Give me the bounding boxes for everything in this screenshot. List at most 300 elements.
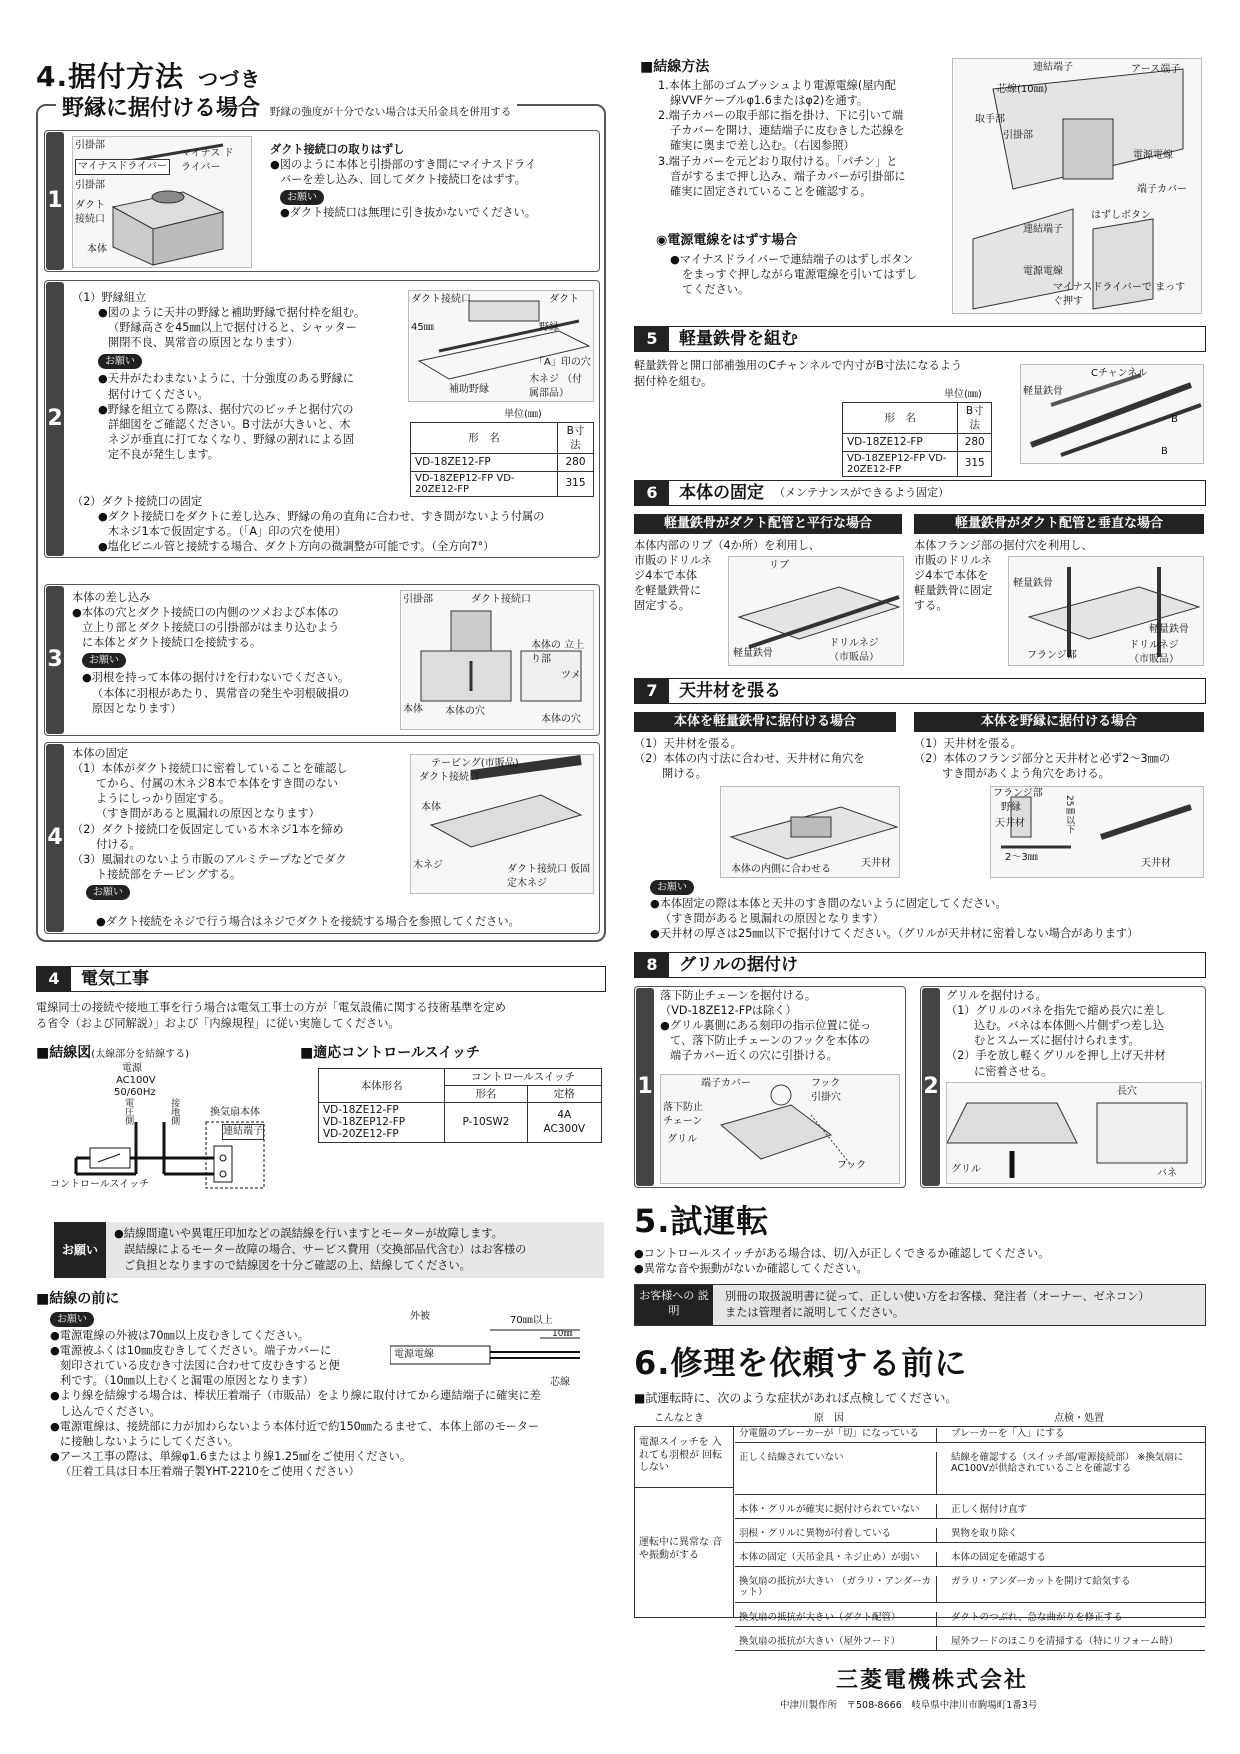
text-line: ト接続部をテーピングする。 xyxy=(96,867,242,881)
case-bar: 軽量鉄骨がダクト配管と平行な場合 xyxy=(634,514,902,534)
text-line: 確実に奥まで差し込む。（右図参照） xyxy=(670,139,855,153)
case-bar: 本体を軽量鉄骨に据付ける場合 xyxy=(634,712,896,732)
onegai-badge: お願い xyxy=(50,1312,94,1327)
ceiling-left-text xyxy=(634,736,906,781)
table-cell: P-10SW2 xyxy=(445,1103,527,1142)
fig-label: 落下防止 チェーン xyxy=(663,1102,703,1127)
fig-label: フランジ部 xyxy=(1027,650,1077,661)
fig-label: 取手部 xyxy=(975,114,1005,125)
text-line: （すき間があると風漏れの原因となります） xyxy=(660,912,884,926)
fig-label: ダクト xyxy=(549,294,579,305)
fig-label: 天井材 xyxy=(995,818,1025,829)
step1-text xyxy=(270,142,590,220)
divider xyxy=(733,1427,734,1617)
fig-label: 25㎜以下 xyxy=(1064,795,1075,834)
text-line: グリルを据付ける。 xyxy=(946,989,1047,1002)
fig-label: 本体 xyxy=(403,704,423,715)
onegai-badge: お願い xyxy=(280,190,324,205)
section-title: 電気工事 xyxy=(81,968,149,989)
text-line: 線VVFケーブルφ1.6またはφ2)を通す。 xyxy=(670,94,869,108)
text-line: 子カバーを開け、連結端子に皮むきした芯線を xyxy=(670,124,905,138)
text-line: ●図のように天井の野縁と補助野縁で据付枠を組む。 xyxy=(98,306,366,320)
text-line: ●グリル裏側にある刻印の指示位置に従っ xyxy=(660,1019,872,1033)
text-line: （VD-18ZE12-FPは除く） xyxy=(660,1004,797,1018)
fix-cell: 屋外フードのほこりを清掃する（特にリフォーム時） xyxy=(951,1636,1179,1647)
column-header: こんなとき xyxy=(654,1413,704,1424)
table-header: 形 名 xyxy=(843,403,958,434)
fix-cell: ダクトのつぶれ、急な曲がりを修正する xyxy=(951,1612,1123,1623)
fig-label: リブ xyxy=(769,560,789,571)
text-line: （2）本体のフランジ部分と天井材と必ず2〜3㎜の xyxy=(914,752,1171,766)
test-run-title: 5.試運転 xyxy=(634,1202,770,1240)
text-line: ●アース工事の際は、単線φ1.6またはより線1.25㎟をご使用ください。 xyxy=(50,1449,412,1463)
text-line: てから、付属の木ネジ8本で本体をすき間のない xyxy=(96,777,339,791)
table-cell: 4A xyxy=(557,1109,572,1122)
fig-label: 本体の 立上り部 xyxy=(531,640,585,665)
divider xyxy=(635,1487,733,1488)
noen-frame-figure xyxy=(408,290,594,402)
text-line: （1）本体がダクト接続口に密着していることを確認し xyxy=(72,762,348,776)
section-num: 7 xyxy=(635,679,669,703)
fig-label: 芯線(10㎜) xyxy=(997,84,1048,95)
remove-text xyxy=(670,252,950,297)
remove-heading: ◉電源電線をはずす場合 xyxy=(656,233,798,248)
fig-label: グリル xyxy=(951,1164,981,1175)
step2-text xyxy=(72,290,402,462)
fig-label: 軽量鉄骨 xyxy=(733,648,773,659)
text-line: 本体の差し込み xyxy=(72,591,151,604)
text-line: （1）グリルのバネを指先で縮め長穴に差し xyxy=(946,1004,1166,1018)
text-line: 開ける。 xyxy=(662,767,707,781)
channel-figure xyxy=(1020,364,1204,464)
section-note: （メンテナンスができるよう固定） xyxy=(774,485,950,499)
title-text: 4.据付方法 xyxy=(36,60,185,93)
text-line: ネジが垂直に打てなくなり、野縁の割れによる固 xyxy=(108,432,355,446)
text-line: ジ4本で本体を xyxy=(914,569,989,583)
text-line: 市販のドリルネ xyxy=(914,554,992,568)
fig-label: 45㎜ xyxy=(411,322,434,333)
fig-label: 天井材 xyxy=(861,858,891,869)
b-dimension-table xyxy=(410,422,594,497)
step1-head: ダクト接続口の取りはずし xyxy=(270,143,405,156)
fig-label: 電源 xyxy=(122,1063,142,1074)
text-line: ●ダクト接続口をダクトに差し込み、野縁の角の直角に合わせ、すき間がないよう付属の xyxy=(98,510,545,524)
table-cell: VD-18ZE12-FP xyxy=(411,454,558,471)
table-cell: VD-18ZEP12-FP VD-20ZE12-FP xyxy=(411,471,558,496)
text-line: （1）野縁組立 xyxy=(72,291,147,304)
cause-cell: 分電盤のブレーカーが「切」になっている xyxy=(737,1428,937,1442)
fig-label: 接地側 xyxy=(169,1098,180,1125)
chain-figure xyxy=(660,1074,900,1184)
fig-label: バネ xyxy=(1157,1168,1177,1179)
fig-label: テーピング(市販品) xyxy=(431,758,519,769)
fig-label: 野縁 xyxy=(1001,802,1021,813)
text-line: 別冊の取扱説明書に従って、正しい使い方をお客様、発注者（オーナー、ゼネコン） xyxy=(725,1290,1150,1303)
text-line: ●異常な音や振動がないか確認してください。 xyxy=(634,1262,868,1276)
case-bar: 軽量鉄骨がダクト配管と垂直な場合 xyxy=(914,514,1204,534)
text-line: 確実に固定されていることを確認する。 xyxy=(670,184,872,198)
text-line: に本体とダクト接続口を接続する。 xyxy=(82,636,262,650)
cause-cell: 正しく結線されていない xyxy=(737,1452,937,1494)
fig-label: 引掛部 xyxy=(75,140,105,151)
fig-label: 軽量鉄骨 xyxy=(1023,386,1063,397)
table-cell: 315 xyxy=(557,471,593,496)
step-number: 2 xyxy=(922,988,940,1186)
fix-cell: ブレーカーを「入」にする xyxy=(951,1428,1065,1439)
fig-label: 木ネジ （付属部品） xyxy=(529,374,583,399)
fig-label: 本体の穴 xyxy=(445,706,485,717)
step3-text xyxy=(72,590,392,716)
text-line: 音がするまで押し込み、端子カバーが引掛部に xyxy=(670,169,906,183)
section-bar-5 xyxy=(634,326,1206,352)
text-line: 固定する。 xyxy=(634,599,690,613)
symptom-label: 運転中に異常な 音や振動がする xyxy=(639,1537,723,1561)
table-row xyxy=(735,1575,1205,1603)
text-line: 原因となります） xyxy=(92,701,182,715)
section-title: グリルの据付け xyxy=(679,954,798,975)
text-line: 誤結線によるモーター故障の場合、サービス費用（交換部品代含む）はお客様の xyxy=(124,1243,527,1256)
fig-label: 2〜3㎜ xyxy=(1005,852,1038,863)
text-line: 3.端子カバーを元どおり取付ける。「パチン」と xyxy=(658,154,898,168)
table-row xyxy=(735,1611,1205,1627)
text-line: 詳細図をご確認ください。B寸法が大きいと、木 xyxy=(108,417,351,431)
text-line: 開閉不良、異常音の原因となります） xyxy=(108,336,299,350)
text-line: または管理者に説明してください。 xyxy=(725,1306,905,1319)
table-cell: VD-18ZE12-FP xyxy=(843,434,958,451)
table-cell: VD-20ZE12-FP xyxy=(323,1128,399,1141)
cause-cell: 換気扇の抵抗が大きい （ガラリ・アンダーカット） xyxy=(737,1576,937,1602)
section-num: 8 xyxy=(635,953,669,977)
onegai-badge: お願い xyxy=(650,880,694,895)
cause-cell: 本体・グリルが確実に据付けられていない xyxy=(737,1504,937,1518)
fig-label: ダクト接続口 xyxy=(471,594,531,605)
noen-note: 野縁の強度が十分でない場合は天吊金具を併用する xyxy=(269,106,512,118)
fig-label: ドリルネジ （市販品） xyxy=(829,638,879,663)
table-header: コントロールスイッチ xyxy=(445,1069,602,1086)
fix-cell: 異物を取り除く xyxy=(951,1528,1018,1539)
fig-label: 芯線 xyxy=(550,1377,570,1388)
subhead-note: (太線部分を結線する) xyxy=(91,1049,190,1060)
text-line: する。 xyxy=(914,599,948,613)
text-line: ●羽根を持って本体の据付けを行わないでください。 xyxy=(82,671,350,685)
text-line: むとスムーズに据付けられます。 xyxy=(974,1034,1140,1048)
step-number: 2 xyxy=(46,282,64,556)
text-line: ●電源電線は、接続部に力が加わらないよう本体付近で約150㎜たるませて、本体上部のモーター xyxy=(50,1419,540,1433)
onegai-badge: お願い xyxy=(86,885,130,900)
text-line: ●本体の穴とダクト接続口の内側のツメおよび本体の xyxy=(72,606,339,620)
column-header: 原 因 xyxy=(814,1413,844,1424)
text-line: ●電源電線の外被は70㎜以上皮むきしてください。 xyxy=(50,1329,309,1342)
fig-label: 端子カバー xyxy=(701,1078,751,1089)
onegai-badge: お願い xyxy=(82,653,126,668)
noen-title: 野縁に据付ける場合 xyxy=(62,96,261,121)
fig-label: 換気扇本体 xyxy=(210,1107,260,1118)
section-title: 軽量鉄骨を組む xyxy=(679,328,798,349)
table-cell: VD-18ZEP12-FP xyxy=(323,1116,406,1129)
customer-explain-label: お客様への 説明 xyxy=(635,1285,713,1325)
fig-label: 本体 xyxy=(87,244,107,255)
text-line: ●塩化ビニル管と接続する場合、ダクト方向の微調整が可能です。（全方向7°） xyxy=(98,540,495,554)
section-num: 6 xyxy=(635,481,669,505)
fig-label: ドリルネジ （市販品） xyxy=(1129,640,1179,665)
text-line: 落下防止チェーンを据付ける。 xyxy=(660,989,817,1002)
b-dimension-table-5 xyxy=(842,402,992,477)
table-cell: AC300V xyxy=(543,1123,586,1136)
fig-label: 引掛部 xyxy=(403,594,433,605)
section-bar-denki xyxy=(36,966,606,992)
step2-text-b xyxy=(72,494,594,554)
ceiling-notes xyxy=(650,896,1206,941)
text-line: ●ダクト接続をネジで行う場合はネジでダクトを接続する場合を参照してください。 xyxy=(96,915,520,928)
unit-label: 単位(㎜) xyxy=(504,409,542,420)
table-cell: VD-18ZEP12-FP VD-20ZE12-FP xyxy=(843,451,958,476)
fig-label: フック 引掛穴 xyxy=(811,1078,841,1103)
fig-label: ツメ xyxy=(561,670,581,681)
parallel-figure xyxy=(728,556,904,666)
text-line: 軽量鉄骨と開口部補強用のCチャンネルで内寸がB寸法になるよう xyxy=(634,359,963,372)
text-line: ●ダクト接続口は無理に引き抜かないでください。 xyxy=(280,206,536,220)
table-header: B寸法 xyxy=(557,423,593,454)
text-line: 据付けてください。 xyxy=(108,387,209,401)
fig-label: 本体 xyxy=(421,802,441,813)
fig-label: AC100V xyxy=(116,1075,156,1086)
text-line: 軽量鉄骨に固定 xyxy=(914,584,993,598)
terminal-figure xyxy=(952,58,1202,314)
fig-label: 本体の内側に合わせる xyxy=(731,864,831,875)
table-header: 本体形名 xyxy=(319,1069,445,1103)
fig-label: マイナス ドライバー xyxy=(181,148,234,173)
text-line: 市販のドリルネ xyxy=(634,554,712,568)
text-line: （1）天井材を張る。 xyxy=(634,737,742,750)
fix-cell: ガラリ・アンダーカットを開けて給気する xyxy=(951,1576,1131,1587)
fig-label: コントロールスイッチ xyxy=(50,1179,150,1190)
fig-label: 10㎜ xyxy=(552,1329,573,1339)
step-number: 1 xyxy=(636,988,654,1186)
fix-cell: 正しく据付け直す xyxy=(951,1504,1028,1515)
step4-text xyxy=(72,746,402,902)
step-number: 1 xyxy=(46,132,64,270)
wiring-method-text xyxy=(658,78,948,199)
text-line: ●コントロールスイッチがある場合は、切/入が正しくできるか確認してください。 xyxy=(634,1247,1050,1260)
fig-label: 軽量鉄骨 xyxy=(1013,578,1053,589)
text-line: 込む。バネは本体側へ片側ずつ差し込 xyxy=(974,1019,1165,1033)
text-line: をまっすぐ押しながら電源電線を引いてはずし xyxy=(682,268,917,282)
wiring-method-heading: ■結線方法 xyxy=(640,59,710,75)
fig-label: 70㎜以上 xyxy=(510,1315,553,1326)
cause-cell: 羽根・グリルに異物が付着している xyxy=(737,1528,937,1542)
text-line: 定不良が発生します。 xyxy=(108,447,219,461)
table-header: 形 名 xyxy=(411,423,558,454)
fig-label: 木ネジ xyxy=(413,860,443,871)
company-name: 三菱電機株式会社 xyxy=(836,1668,1029,1693)
fig-label: グリル xyxy=(667,1134,697,1145)
title-cont: つづき xyxy=(198,67,262,91)
text-line: 木ネジ1本で仮固定する。（「A」印の穴を使用） xyxy=(108,525,347,539)
fig-label: 長穴 xyxy=(1117,1086,1137,1097)
text-line: （すき間があると風漏れの原因となります） xyxy=(96,807,320,821)
fix-cell: 結線を確認する（スイッチ部/電源接続部） ※換気扇にAC100Vが供給されていることを確認する xyxy=(951,1452,1184,1475)
text-line: ●天井材の厚さは25㎜以下で据付けてください。（グリルが天井材に密着しない場合があります） xyxy=(650,927,1139,941)
fig-label: 電圧側 xyxy=(123,1098,134,1125)
table-header: 形名 xyxy=(445,1086,527,1103)
grille-step2-text xyxy=(946,988,1204,1079)
noen-heading xyxy=(56,94,517,124)
text-line: 本体内部のリブ（4か所）を利用し、 xyxy=(634,539,821,552)
text-line: ●本体固定の際は本体と天井のすき間のないように固定してください。 xyxy=(650,897,1007,910)
customer-explain-box xyxy=(634,1284,1206,1326)
text-line: （1）天井材を張る。 xyxy=(914,737,1022,750)
fig-label: 連結端子 xyxy=(1033,62,1073,73)
fig-label: 端子カバー xyxy=(1137,184,1187,195)
test-run-list xyxy=(634,1246,1206,1276)
text-line: 付ける。 xyxy=(96,837,141,851)
section-num: 4 xyxy=(37,967,71,991)
switch-table xyxy=(318,1068,602,1143)
fig-label: ダクト接続口 xyxy=(419,772,479,783)
table-row xyxy=(735,1635,1205,1651)
fix-cell: 本体の固定を確認する xyxy=(951,1552,1047,1563)
section-title: 天井材を張る xyxy=(679,680,781,701)
text-line: る省令（および同解説）」および「内線規程」に従い実施してください。 xyxy=(36,1017,400,1030)
text-line: 利です。（10㎜以上むくと漏電の原因となります） xyxy=(60,1374,314,1388)
text-line: 立上り部とダクト接続口の引掛部がはまり込むよう xyxy=(82,621,340,635)
fig-label: 連結端子 xyxy=(222,1124,264,1140)
text-line: （2）本体の内寸法に合わせ、天井材に角穴を xyxy=(634,752,865,766)
table-cell: 315 xyxy=(958,451,992,476)
table-row xyxy=(735,1451,1205,1495)
fig-label: はずしボタン xyxy=(1091,210,1151,221)
repair-sub: ■試運転時に、次のような症状があれば点検してください。 xyxy=(634,1391,958,1405)
fig-label: 外被 xyxy=(410,1311,430,1322)
onegai-label: お願い xyxy=(54,1222,106,1278)
text-line: （3）風漏れのないよう市販のアルミテープなどでダク xyxy=(72,852,347,866)
table-cell: 280 xyxy=(958,434,992,451)
table-header: 定格 xyxy=(527,1086,601,1103)
text-line: バーを差し込み、回してダクト接続口をはずす。 xyxy=(280,173,526,187)
table-row xyxy=(735,1551,1205,1567)
fig-label: Cチャンネル xyxy=(1091,368,1148,379)
text-line: 刻印されている皮むき寸法図に合わせて皮むきすると便 xyxy=(60,1359,340,1373)
subhead: ■結線図 xyxy=(36,1045,92,1061)
text-line: 電線同士の接続や接地工事を行う場合は電気工事士の方が「電気設備に関する技術基準を定め xyxy=(36,1001,506,1014)
fig-label: 天井材 xyxy=(1141,858,1171,869)
table-row xyxy=(735,1427,1205,1443)
fig-label: 引掛部 xyxy=(75,180,105,191)
fig-label: マイナスドライバー xyxy=(75,159,170,175)
text-line: すき間があくよう角穴をあける。 xyxy=(942,767,1110,781)
fig-label: マイナスドライバーで まっすぐ押す xyxy=(1053,282,1186,307)
fig-label: 野縁 xyxy=(539,322,559,333)
repair-title: 6.修理を依頼する前に xyxy=(634,1344,968,1382)
symptom-label: 電源スイッチを 入れても羽根が 回転しない xyxy=(639,1437,723,1473)
fig-label: 電源電線 xyxy=(1023,266,1063,277)
section-bar-8 xyxy=(634,952,1206,978)
fig-label: ダクト接続口 xyxy=(411,294,471,305)
text-line: ●マイナスドライバーで連結端子のはずしボタン xyxy=(670,253,914,266)
fig-label: 50/60Hz xyxy=(114,1087,156,1098)
wiring-diagram xyxy=(36,1062,286,1194)
fig-label: 「A」印の穴 xyxy=(534,357,591,368)
fig-label: 軽量鉄骨 xyxy=(1149,624,1189,635)
text-line: に接触しないようにしてください。 xyxy=(60,1434,240,1448)
text-line: て、落下防止チェーンのフックを本体の xyxy=(670,1034,870,1048)
fix-body-figure xyxy=(410,754,594,894)
ceiling-right-figure xyxy=(990,786,1204,878)
text-line: （2）ダクト接続口を仮固定している木ネジ1本を締め xyxy=(72,822,344,836)
duct-detach-figure xyxy=(72,136,252,268)
text-line: ジ4本で本体 xyxy=(634,569,698,583)
section-bar-7 xyxy=(634,678,1206,704)
perpendicular-figure xyxy=(1008,556,1204,666)
fig-label: 本体の穴 xyxy=(541,714,581,725)
cause-cell: 本体の固定（天吊金具・ネジ止め）が弱い xyxy=(737,1552,937,1566)
text-line: 2.端子カバーの取手部に指を掛け、下に引いて端 xyxy=(658,109,904,123)
text-line: 本体の固定 xyxy=(72,747,128,760)
grille-step1-text xyxy=(660,988,904,1064)
step-number: 4 xyxy=(46,744,64,932)
before-wiring-heading: ■結線の前に xyxy=(36,1291,120,1307)
text-line: ●電源被ふくは10㎜皮むきしてください。端子カバーに xyxy=(50,1344,332,1358)
text-line: 本体フランジ部の据付穴を利用し、 xyxy=(914,539,1093,552)
strip-length-figure xyxy=(390,1310,590,1394)
table-row xyxy=(735,1527,1205,1543)
text-line: （野縁高さを45㎜以上で据付けると、シャッター xyxy=(108,321,357,335)
text-line: ご負担となりますので結線図を十分ご確認の上、結線してください。 xyxy=(124,1259,471,1272)
switch-heading: ■適応コントロールスイッチ xyxy=(300,1045,480,1061)
fig-label: 連結端子 xyxy=(1023,224,1063,235)
trouble-table xyxy=(634,1426,1206,1647)
fig-label: フック xyxy=(837,1160,867,1171)
fig-label: アース端子 xyxy=(1131,64,1181,75)
case-bar: 本体を野縁に据付ける場合 xyxy=(914,712,1204,732)
table-row xyxy=(735,1503,1205,1519)
fig-label: B xyxy=(1171,414,1178,425)
text-line: （本体に羽根があたり、異常音の発生や羽根破損の xyxy=(92,686,350,700)
fig-label: ダクト 接続口 xyxy=(75,200,105,225)
text-line: （2）ダクト接続口の固定 xyxy=(72,495,203,508)
fig-label: フランジ部 xyxy=(993,788,1043,799)
text-line: てください。 xyxy=(682,283,750,297)
section-title-4 xyxy=(36,58,261,96)
text-line: ようにしっかり固定する。 xyxy=(96,792,231,806)
text-line: ●結線間違いや異電圧印加などの誤結線を行いますとモーターが故障します。 xyxy=(114,1227,503,1240)
fig-label: 電源電線 xyxy=(1133,150,1173,161)
fig-label: ダクト接続口 仮固定木ネジ xyxy=(507,864,591,889)
fig-label: 電源電線 xyxy=(394,1349,434,1360)
section-title: 本体の固定 xyxy=(679,482,764,503)
cause-cell: 換気扇の抵抗が大きい（屋外フード） xyxy=(737,1636,937,1650)
ceiling-right-text xyxy=(914,736,1204,781)
text-line: （圧着工具は日本圧着端子製YHT-2210をご使用ください） xyxy=(60,1464,360,1478)
fig-label: 引掛部 xyxy=(1003,130,1033,141)
column-header: 点検・処置 xyxy=(1054,1413,1104,1424)
text-line: 端子カバー近くの穴に引掛ける。 xyxy=(670,1049,838,1063)
fig-label: 補助野縁 xyxy=(449,384,489,395)
table-header: B寸法 xyxy=(958,403,992,434)
text-line: ●天井がたわまないように、十分強度のある野縁に xyxy=(98,372,354,386)
text-line: 据付枠を組む。 xyxy=(634,375,713,388)
text-line: 1.本体上部のゴムブッシュより電源電線(屋内配 xyxy=(658,79,896,92)
step-number: 3 xyxy=(46,586,64,734)
text-line: し込んでください。 xyxy=(60,1404,161,1418)
unit-label: 単位(㎜) xyxy=(944,389,982,400)
ceiling-left-figure xyxy=(720,786,900,878)
text-line: ●野縁を組立てる際は、据付穴のピッチと据付穴の xyxy=(98,402,354,416)
onegai-badge: お願い xyxy=(98,354,142,369)
cause-cell: 換気扇の抵抗が大きい（ダクト配管） xyxy=(737,1612,937,1626)
company-address: 中津川製作所 〒508-8666 岐阜県中津川市駒場町1番3号 xyxy=(780,1700,1038,1711)
wiring-warning xyxy=(54,1222,604,1278)
